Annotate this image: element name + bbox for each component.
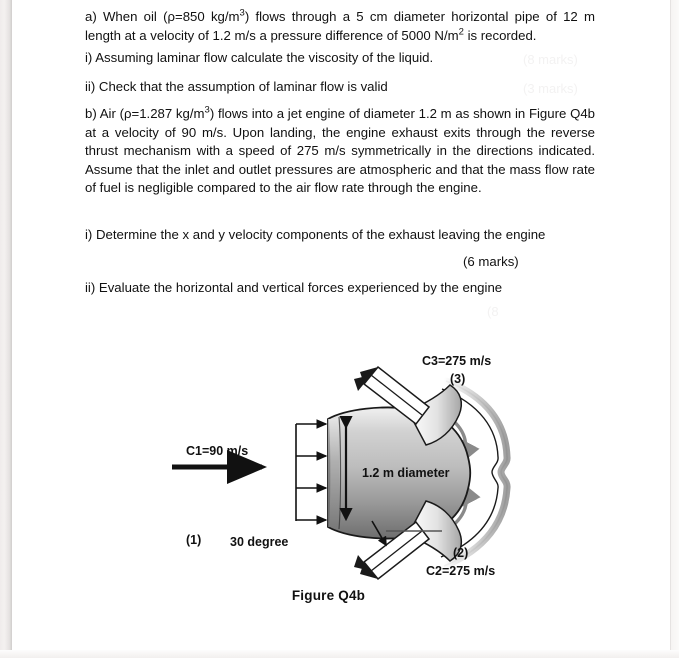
diameter-label: 1.2 m diameter xyxy=(362,466,450,480)
question-b-part-ii: ii) Evaluate the horizontal and vertical forces experienced by the engine xyxy=(85,280,503,295)
question-a-density-exponent: 3 xyxy=(239,7,245,19)
question-b-stem-part2: ) flows into a jet engine of diameter 1.2 m as shown in Figure Q4b at a velocity of 90 m/s. Upon landing, the engine exhaust exits through the reverse thrust mechanism with a speed of 275 m/s symmetrically in the directions indicated. Assume that the inlet and outlet pressures are atmospheric and that the mass flow rate of fuel is negligible compared to the air flow rate through the engine. xyxy=(85,106,595,195)
question-b-part-i-marks: (6 marks) xyxy=(463,254,519,269)
question-b-stem-part1: b) Air (ρ=1.287 kg/m xyxy=(85,106,205,121)
question-a-part-ii-marks: (3 marks) xyxy=(523,81,578,96)
question-a-part-i: i) Assuming laminar flow calculate the viscosity of the liquid. xyxy=(85,50,434,65)
angle-label: 30 degree xyxy=(230,535,289,549)
question-b-density-exponent: 3 xyxy=(204,104,210,116)
outlet-bottom-station-label: (2) xyxy=(453,546,469,560)
outlet-top-station-label: (3) xyxy=(450,372,466,386)
inlet-streamline-rake xyxy=(296,424,326,521)
question-a-pressure-exponent: 2 xyxy=(458,26,464,38)
outlet-bottom-speed-label: C2=275 m/s xyxy=(426,564,496,578)
question-a-part-ii: ii) Check that the assumption of laminar flow is valid xyxy=(85,79,388,94)
figure-caption-text: Figure Q4b xyxy=(291,588,366,603)
question-a-stem-part3: is recorded. xyxy=(463,27,537,43)
question-a-part-i-marks: (8 marks) xyxy=(523,52,578,67)
inlet-station-label: (1) xyxy=(186,533,202,547)
inlet-velocity-label: C1=90 m/s xyxy=(186,444,249,458)
question-a-stem-part1: a) When oil (ρ=850 kg/m xyxy=(85,9,240,24)
outlet-top-speed-label: C3=275 m/s xyxy=(422,354,492,368)
question-b-stem xyxy=(85,105,595,198)
page-right-edge-shadow xyxy=(671,0,679,658)
question-b-part-i: i) Determine the x and y velocity components of the exhaust leaving the engine xyxy=(85,227,546,242)
page-bottom-edge-shadow xyxy=(0,650,679,658)
question-a-stem-part2: ) flows through a 5 cm diameter horizontal pipe of 12 m length at a velocity of 1.2 m/s a pressure difference of 5000 N/m xyxy=(85,9,595,43)
figure-caption xyxy=(0,588,679,603)
figure-q4b-diagram xyxy=(150,345,550,615)
jet-engine-reverse-thrust-svg xyxy=(150,345,550,615)
page-left-edge-shadow xyxy=(0,0,11,658)
question-a-stem xyxy=(85,8,595,45)
question-b-part-ii-marks: (8 xyxy=(487,304,499,319)
page-left-edge-line xyxy=(11,0,12,658)
